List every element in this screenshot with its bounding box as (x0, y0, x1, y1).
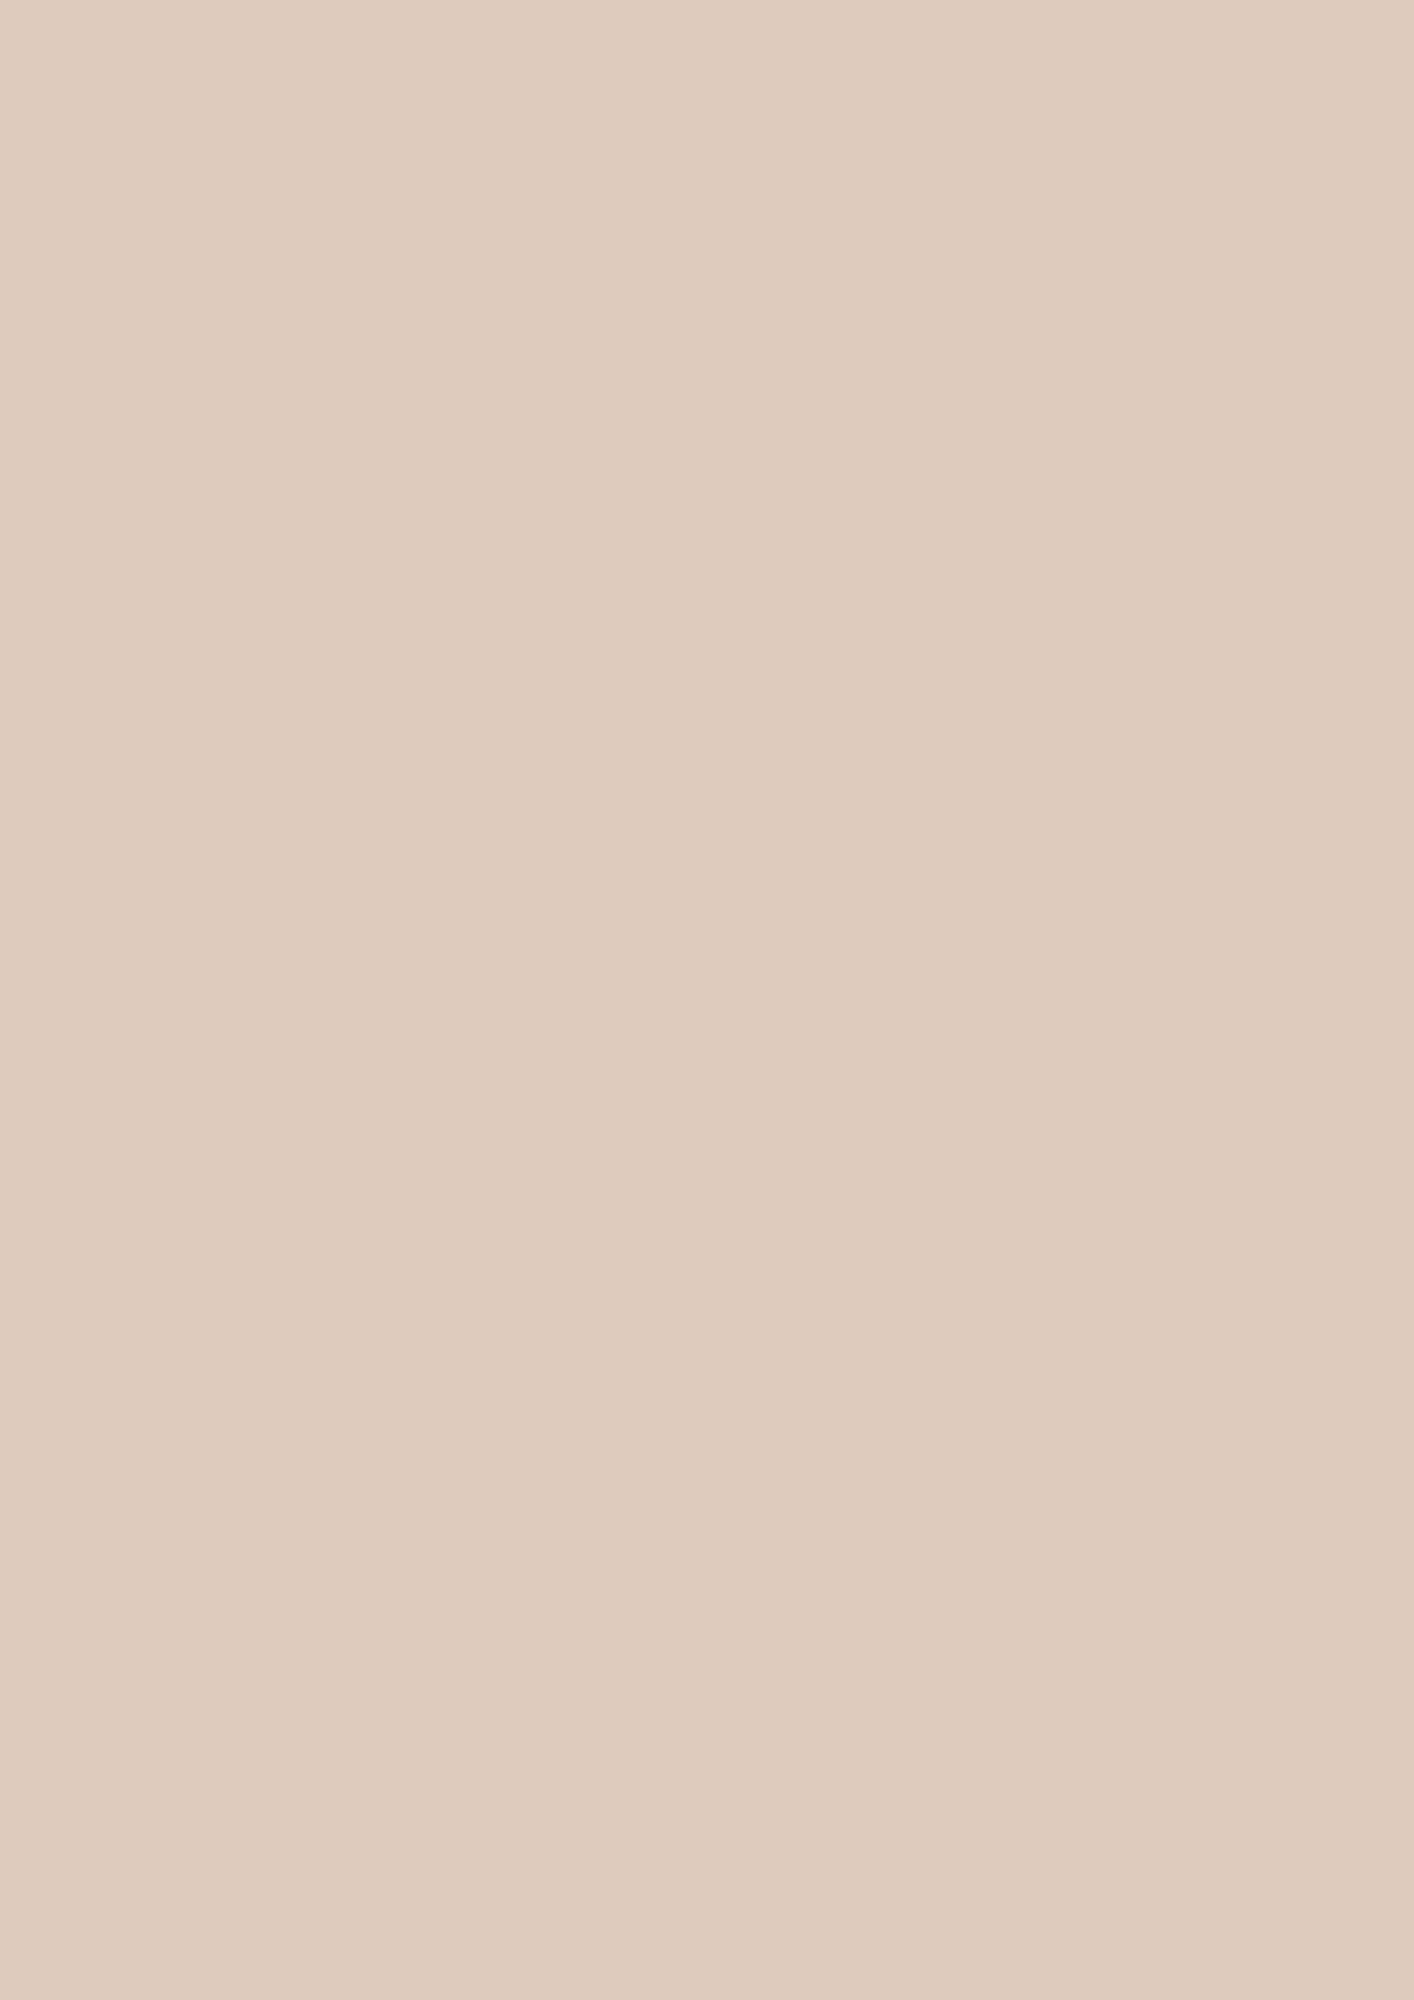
decorative-dot-pattern-top (820, 10, 1414, 200)
decorative-dot-pattern-bottom (0, 1808, 640, 2000)
